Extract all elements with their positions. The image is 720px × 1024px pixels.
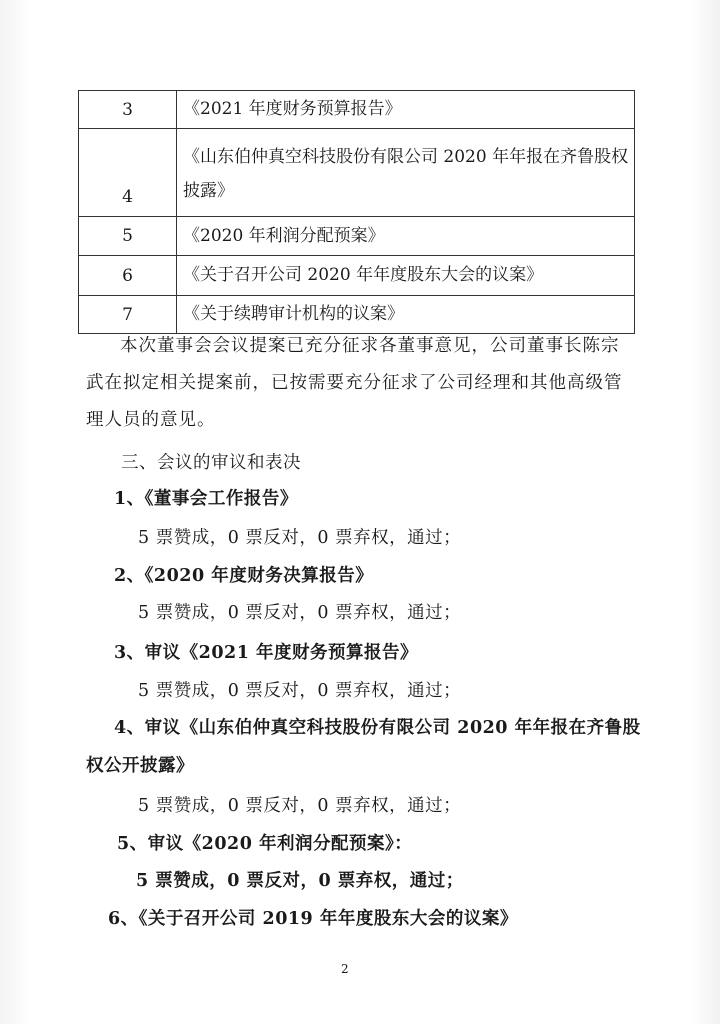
item-number: 4: [79, 129, 177, 217]
resolution-title: 6、《关于召开公司 2019 年年度股东大会的议案》: [108, 909, 518, 929]
item-title: 《2021 年度财务预算报告》: [177, 91, 635, 129]
resolution-title: 3、审议《2021 年度财务预算报告》: [114, 643, 418, 663]
table-row: [79, 129, 635, 217]
consultation-paragraph: [86, 328, 636, 439]
resolution-title: 1、《董事会工作报告》: [114, 489, 298, 509]
page-number: 2: [341, 962, 349, 976]
item-number: 7: [79, 296, 177, 334]
item-title: 《关于续聘审计机构的议案》: [177, 296, 635, 334]
item-title: 《山东伯仲真空科技股份有限公司 2020 年年报在齐鲁股权披露》: [177, 129, 635, 217]
table-row: [79, 91, 635, 129]
item-title: 《关于召开公司 2020 年年度股东大会的议案》: [177, 256, 635, 296]
vote-result: 5 票赞成，0 票反对，0 票弃权，通过；: [136, 871, 464, 891]
vote-result: 5 票赞成，0 票反对，0 票弃权，通过；: [138, 796, 462, 816]
resolution-title-continued: 权公开披露》: [86, 756, 194, 776]
resolution-title: 2、《2020 年度财务决算报告》: [114, 566, 374, 586]
agenda-table: [78, 90, 635, 334]
item-number: 6: [79, 256, 177, 296]
item-title: 《2020 年利润分配预案》: [177, 217, 635, 256]
resolution-title: 5、审议《2020 年利润分配预案》：: [117, 834, 413, 854]
item-number: 5: [79, 217, 177, 256]
table-row: [79, 256, 635, 296]
vote-result: 5 票赞成，0 票反对，0 票弃权，通过；: [138, 603, 462, 623]
paragraph-text: 本次董事会会议提案已充分征求各董事意见，公司董事长陈宗武在拟定相关提案前，已按需要充分征求了公司经理和其他高级管理人员的意见。: [86, 336, 623, 430]
resolution-title: 4、审议《山东伯仲真空科技股份有限公司 2020 年年报在齐鲁股: [114, 718, 641, 738]
table-row: [79, 217, 635, 256]
vote-result: 5 票赞成，0 票反对，0 票弃权，通过；: [138, 528, 462, 548]
item-number: 3: [79, 91, 177, 129]
vote-result: 5 票赞成，0 票反对，0 票弃权，通过；: [138, 681, 462, 701]
section-heading: 三、会议的审议和表决: [121, 453, 301, 473]
